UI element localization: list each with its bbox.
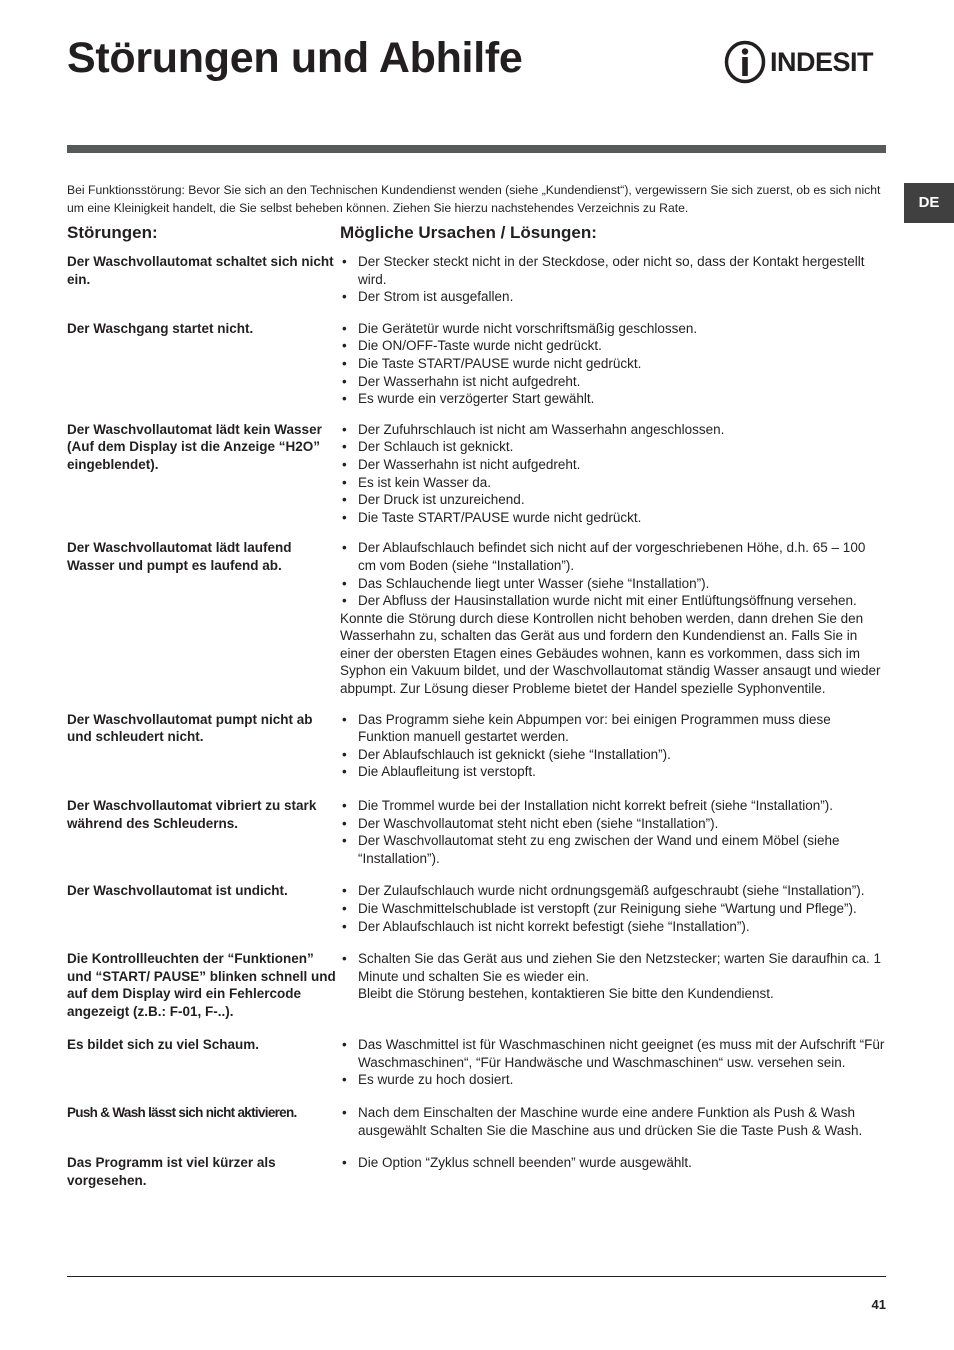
solutions-list	[340, 711, 886, 781]
solutions-list	[340, 797, 886, 867]
trouble-row	[67, 797, 886, 867]
solutions-list	[340, 320, 886, 408]
solution-item: • Der Stecker steckt nicht in der Steckdose, oder nicht so, dass der Kontakt hergestellt wird.	[340, 253, 886, 288]
solutions-list	[340, 950, 886, 1003]
solution-item: • Die Waschmittelschublade ist verstopft (zur Reinigung siehe “Wartung und Pflege”).	[340, 900, 886, 918]
solution-item: • Der Wasserhahn ist nicht aufgedreht.	[340, 456, 886, 474]
solution-item: • Der Ablaufschlauch ist geknickt (siehe “Installation”).	[340, 746, 886, 764]
trouble-row	[67, 539, 886, 697]
solutions-list	[340, 253, 886, 306]
problem-text: Der Waschgang startet nicht.	[67, 320, 254, 336]
problem-text: Der Waschvollautomat lädt kein Wasser (Auf dem Display ist die Anzeige “H2O” eingeblendet).	[67, 421, 322, 472]
problem-text: Push & Wash lässt sich nicht aktivieren.	[67, 1104, 297, 1120]
solution-item: • Es ist kein Wasser da.	[340, 474, 886, 492]
solutions-cell	[340, 539, 886, 697]
trouble-row	[67, 1104, 886, 1139]
trouble-row	[67, 711, 886, 781]
solution-item: • Die Ablaufleitung ist verstopft.	[340, 763, 886, 781]
solution-item: • Die Taste START/PAUSE wurde nicht gedrückt.	[340, 509, 886, 527]
solution-item: • Die Trommel wurde bei der Installation nicht korrekt befreit (siehe “Installation”).	[340, 797, 886, 815]
solution-item: • Der Waschvollautomat steht zu eng zwischen der Wand und einem Möbel (siehe “Installation”).	[340, 832, 886, 867]
solution-item: • Die ON/OFF-Taste wurde nicht gedrückt.	[340, 337, 886, 355]
solutions-cell	[340, 320, 886, 408]
problem-text: Die Kontrollleuchten der “Funktionen” und “START/ PAUSE” blinken schnell und auf dem Display wird ein Fehlercode angezeigt (z.B.: F-01, F-..).	[67, 951, 336, 1019]
solution-item: • Der Ablaufschlauch befindet sich nicht auf der vorgeschriebenen Höhe, d.h. 65 – 100 cm vom Boden (siehe “Installation”).	[340, 539, 886, 574]
trouble-row	[67, 1154, 886, 1189]
solution-note: Konnte die Störung durch diese Kontrollen nicht behoben werden, dann drehen Sie den Wasserhahn zu, schalten das Gerät aus und fordern den Kundendienst an. Falls Sie in einer der obersten Etagen eines Gebäudes wohnen, kann es vorkommen, dass sich im Syphon ein Vakuum bildet, und der Waschvollautomat ständig Wasser ansaugt und wieder abpumpt. Zur Lösung dieser Probleme bietet der Handel spezielle Syphonventile.	[340, 610, 881, 697]
solutions-list	[340, 421, 886, 527]
solution-item: • Der Wasserhahn ist nicht aufgedreht.	[340, 373, 886, 391]
solution-item: • Der Strom ist ausgefallen.	[340, 288, 886, 306]
solutions-cell	[340, 1036, 886, 1089]
solution-item: • Das Schlauchende liegt unter Wasser (siehe “Installation”).	[340, 575, 886, 593]
problem-text: Der Waschvollautomat schaltet sich nicht ein.	[67, 254, 334, 287]
indesit-logo-icon	[724, 40, 766, 84]
trouble-row	[67, 253, 886, 306]
problem-text: Der Waschvollautomat ist undicht.	[67, 883, 288, 899]
solution-item: • Der Schlauch ist geknickt.	[340, 438, 886, 456]
solution-item: • Die Option “Zyklus schnell beenden” wurde ausgewählt.	[340, 1154, 886, 1172]
troubleshooting-table	[67, 253, 886, 1189]
solutions-cell	[340, 711, 886, 781]
solution-item: • Der Zulaufschlauch wurde nicht ordnungsgemäß aufgeschraubt (siehe “Installation”).	[340, 882, 886, 900]
solution-item: • Das Waschmittel ist für Waschmaschinen nicht geeignet (es muss mit der Aufschrift “Für Waschmaschinen“, “Für Handwäsche und Waschmaschinen“ usw. versehen sein.	[340, 1036, 886, 1071]
page-number: 41	[871, 1297, 886, 1312]
solutions-list	[340, 1036, 886, 1089]
solutions-list	[340, 539, 886, 609]
trouble-row	[67, 320, 886, 408]
solutions-list	[340, 1154, 886, 1172]
solutions-cell	[340, 1154, 886, 1189]
problem-text: Der Waschvollautomat pumpt nicht ab und schleudert nicht.	[67, 711, 313, 745]
solution-item: • Der Druck ist unzureichend.	[340, 491, 886, 509]
solutions-cell	[340, 421, 886, 527]
solutions-cell	[340, 882, 886, 935]
problem-text: Es bildet sich zu viel Schaum.	[67, 1037, 260, 1053]
solutions-cell	[340, 950, 886, 1020]
solutions-cell	[340, 797, 886, 867]
language-tab: DE	[904, 183, 954, 223]
intro-text: Bei Funktionsstörung: Bevor Sie sich an den Technischen Kundendienst wenden (siehe „Kundendienst“), vergewissern Sie sich zuerst, ob es sich nicht um eine Kleinigkeit handelt, die Sie selbst beheben können. Ziehen Sie hierzu nachstehendes Verzeichnis zu Rate.	[67, 183, 881, 215]
trouble-row	[67, 1036, 886, 1089]
solution-item: • Die Gerätetür wurde nicht vorschriftsmäßig geschlossen.	[340, 320, 886, 338]
problem-text: Der Waschvollautomat vibriert zu stark während des Schleuderns.	[67, 798, 317, 831]
footer-rule	[67, 1276, 886, 1277]
solution-item: • Der Ablaufschlauch ist nicht korrekt befestigt (siehe “Installation”).	[340, 918, 886, 936]
solution-item: • Nach dem Einschalten der Maschine wurde eine andere Funktion als Push & Wash ausgewählt Schalten Sie die Maschine aus und drücken Sie die Taste Push & Wash.	[340, 1104, 886, 1139]
solutions-heading: Mögliche Ursachen / Lösungen:	[340, 223, 597, 242]
solution-item: • Der Abfluss der Hausinstallation wurde nicht mit einer Entlüftungsöffnung versehen.	[340, 592, 886, 610]
header-rule	[67, 145, 886, 153]
problems-heading: Störungen:	[67, 223, 158, 242]
solution-item: • Der Zufuhrschlauch ist nicht am Wasserhahn angeschlossen.	[340, 421, 886, 439]
solutions-cell	[340, 253, 886, 306]
solution-item: • Die Taste START/PAUSE wurde nicht gedrückt.	[340, 355, 886, 373]
solution-item: • Es wurde zu hoch dosiert.	[340, 1071, 886, 1089]
brand-name: INDESIT	[770, 46, 874, 77]
problem-text: Der Waschvollautomat lädt laufend Wasser und pumpt es laufend ab.	[67, 540, 292, 573]
solution-item: • Es wurde ein verzögerter Start gewählt.	[340, 390, 886, 408]
page-title: Störungen und Abhilfe	[67, 34, 523, 82]
trouble-row	[67, 421, 886, 527]
solutions-list	[340, 1104, 886, 1139]
solution-item: • Schalten Sie das Gerät aus und ziehen Sie den Netzstecker; warten Sie daraufhin ca. 1 Minute und schalten Sie es wieder ein. Bleibt die Störung bestehen, kontaktieren Sie bitte den Kundendienst.	[340, 950, 886, 1003]
solutions-list	[340, 882, 886, 935]
trouble-row	[67, 882, 886, 935]
problem-text: Das Programm ist viel kürzer als vorgesehen.	[67, 1155, 276, 1188]
solution-item: • Der Waschvollautomat steht nicht eben (siehe “Installation”).	[340, 815, 886, 833]
solutions-cell	[340, 1104, 886, 1139]
brand-logo	[724, 40, 873, 84]
trouble-row	[67, 950, 886, 1020]
solution-item: • Das Programm siehe kein Abpumpen vor: bei einigen Programmen muss diese Funktion manuell gestartet werden.	[340, 711, 886, 746]
